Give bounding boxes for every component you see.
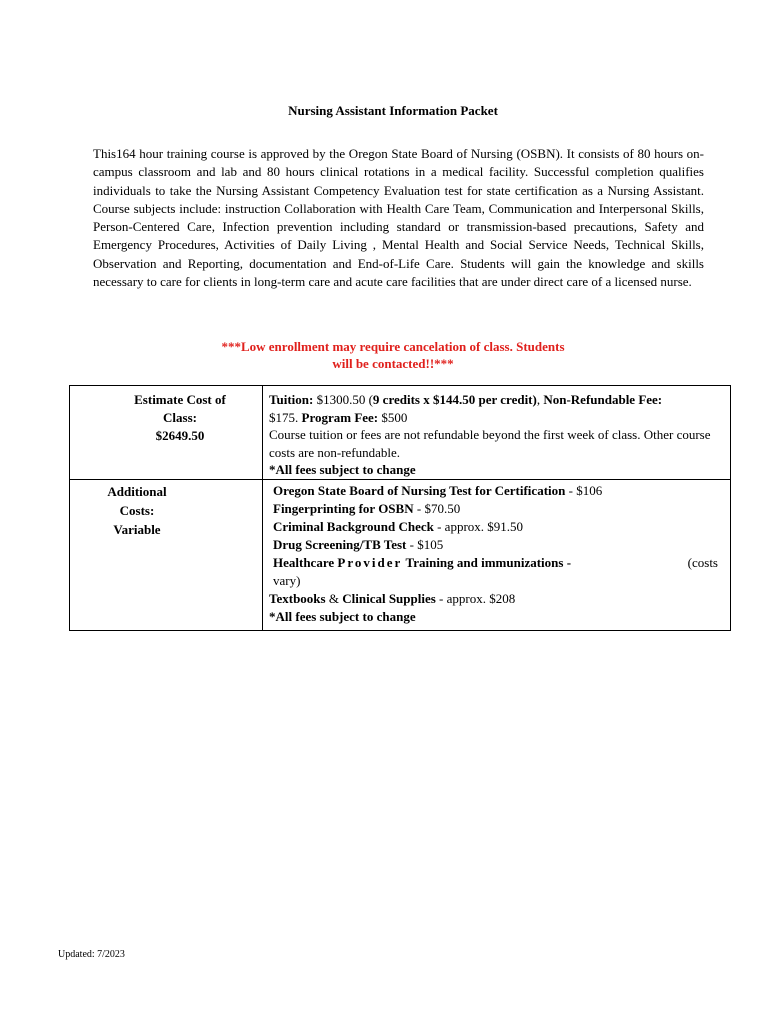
textbooks-line <box>269 590 718 608</box>
table-row-additional <box>70 479 731 630</box>
textbooks-value: - approx. $208 <box>435 590 516 606</box>
estimate-label-cell <box>70 386 263 480</box>
item-name: Oregon State Board of Nursing Test for Certification <box>273 482 566 498</box>
estimate-content-cell <box>263 386 731 480</box>
estimate-label-line-2: Class: <box>163 410 197 425</box>
intro-paragraph: This164 hour training course is approved by the Oregon State Board of Nursing (OSBN). It consists of 80 hours on-campus classroom and lab and 80 hours clinical rotations in a medical facility. Successful completion qualifies individuals to take the Nursing Assistant Competency Evaluation test for state certification as a Nursing Assistant. Course subjects include: instruction Collaboration with Health Care Team, Communication and Interpersonal Skills, Person-Centered Care, Infection prevention including standard or transmission-based precautions, Safety and Emergency Procedures, Activities of Daily Living , Mental Health and Social Service Needs, Technical Skills, Observation and Reporting, documentation and End-of-Life Care. Students will gain the knowledge and skills necessary to care for clients in long-term care and acute care facilities that are under direct care of a licensed nurse. <box>93 146 704 290</box>
tuition-value: $1300.50 ( <box>313 392 373 407</box>
nonrefundable-value: $175. <box>269 409 302 425</box>
clinical-supplies-label: Clinical Supplies <box>342 590 436 606</box>
item-name: Drug Screening/TB Test <box>273 536 407 552</box>
item-value: - approx. $91.50 <box>433 518 524 534</box>
item-name: Criminal Background Check <box>273 518 434 534</box>
item-value: - $105 <box>406 536 444 552</box>
warning-line-1: ***Low enrollment may require cancelation of class. Students <box>221 339 565 354</box>
program-fee-value: $500 <box>378 409 408 425</box>
additional-content-cell <box>263 479 731 630</box>
item-value: - $70.50 <box>413 500 461 516</box>
additional-label-line-1: Additional <box>107 483 167 499</box>
ampersand: & <box>325 590 343 606</box>
healthcare-line <box>269 554 718 572</box>
updated-date: Updated: 7/2023 <box>58 949 125 960</box>
program-fee-label: Program Fee: <box>301 409 379 425</box>
table-row-estimate <box>70 386 731 480</box>
estimate-amount: $2649.50 <box>155 428 205 443</box>
training-text: Training and immunizations - <box>405 554 572 570</box>
item-name: Fingerprinting for OSBN <box>273 500 414 516</box>
credits-detail: 9 credits x $144.50 per credit) <box>372 392 537 407</box>
fees-note: *All fees subject to change <box>269 462 416 477</box>
nonrefundable-label: Non-Refundable Fee: <box>543 392 663 407</box>
estimate-label-line-1: Estimate Cost of <box>134 392 226 407</box>
enrollment-warning <box>0 338 770 372</box>
warning-line-2: will be contacted!!*** <box>332 356 454 371</box>
additional-label-line-3: Variable <box>113 521 161 537</box>
tuition-line <box>269 391 730 426</box>
additional-label-line-2: Costs: <box>119 502 155 518</box>
refund-note: Course tuition or fees are not refundable beyond the first week of class. Other course costs are non-refundable. <box>269 427 711 460</box>
cost-table <box>69 385 731 631</box>
healthcare-vary: vary) <box>273 572 301 588</box>
page-title: Nursing Assistant Information Packet <box>288 103 498 118</box>
textbooks-label: Textbooks <box>269 590 326 606</box>
tuition-label: Tuition: <box>269 392 314 407</box>
list-item <box>269 500 718 518</box>
additional-label-cell <box>70 479 263 630</box>
healthcare-word: Healthcare <box>273 554 335 570</box>
list-item <box>269 518 718 536</box>
healthcare-costs-text: (costs <box>687 554 718 570</box>
fees-note: *All fees subject to change <box>269 608 416 624</box>
separator: , <box>536 392 544 407</box>
list-item <box>269 536 718 554</box>
provider-word: Provider <box>337 554 403 570</box>
item-value: - $106 <box>565 482 603 498</box>
list-item <box>269 482 718 500</box>
